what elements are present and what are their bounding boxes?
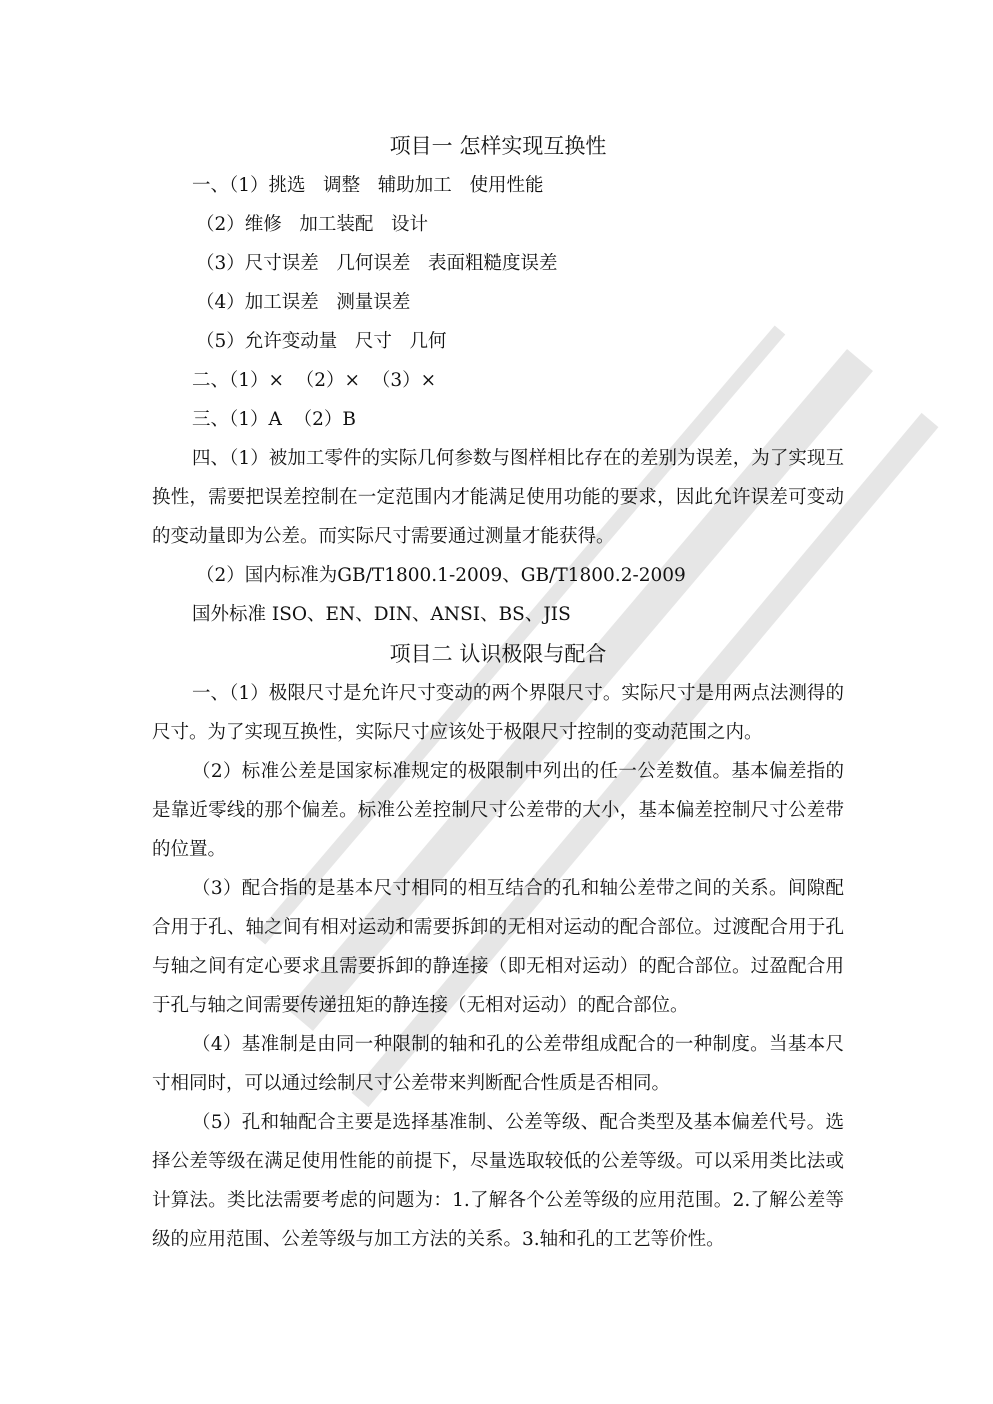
document-content: [152, 126, 844, 1259]
answer-4-paragraph-3: 国外标准 ISO、EN、DIN、ANSI、BS、JIS: [192, 604, 571, 625]
project2-paragraph-1: 一、（1）极限尺寸是允许尺寸变动的两个界限尺寸。实际尺寸是用两点法测得的尺寸。为了实现互换性，实际尺寸应该处于极限尺寸控制的变动范围之内。: [152, 683, 844, 743]
answer-1-line-2: （2）维修 加工装配 设计: [196, 214, 429, 235]
answer-3: 三、（1）A （2）B: [192, 409, 357, 430]
answer-1-line-4: （4）加工误差 测量误差: [196, 292, 411, 313]
project1-title: 项目一 怎样实现互换性: [389, 134, 607, 158]
project2-title: 项目二 认识极限与配合: [389, 642, 607, 666]
answer-1-line-5: （5）允许变动量 尺寸 几何: [196, 331, 447, 352]
answer-2: 二、（1）× （2）× （3）×: [192, 370, 437, 391]
project2-paragraph-4: （4）基准制是由同一种限制的轴和孔的公差带组成配合的一种制度。当基本尺寸相同时，可以通过绘制尺寸公差带来判断配合性质是否相同。: [152, 1034, 844, 1094]
project2-paragraph-3: （3）配合指的是基本尺寸相同的相互结合的孔和轴公差带之间的关系。间隙配合用于孔、轴之间有相对运动和需要拆卸的无相对运动的配合部位。过渡配合用于孔与轴之间有定心要求且需要拆卸的静连接（即无相对运动）的配合部位。过盈配合用于孔与轴之间需要传递扭矩的静连接（无相对运动）的配合部位。: [152, 878, 844, 1016]
project2-paragraph-2: （2）标准公差是国家标准规定的极限制中列出的任一公差数值。基本偏差指的是靠近零线的那个偏差。标准公差控制尺寸公差带的大小，基本偏差控制尺寸公差带的位置。: [152, 761, 844, 860]
answer-4-paragraph-1: 四、（1）被加工零件的实际几何参数与图样相比存在的差别为误差，为了实现互换性，需要把误差控制在一定范围内才能满足使用功能的要求，因此允许误差可变动的变动量即为公差。而实际尺寸需要通过测量才能获得。: [152, 448, 844, 547]
answer-4-paragraph-2: （2）国内标准为GB/T1800.1-2009、GB/T1800.2-2009: [196, 565, 686, 586]
answer-1-line-1: 一、（1）挑选 调整 辅助加工 使用性能: [192, 175, 544, 196]
project2-paragraph-5: （5）孔和轴配合主要是选择基准制、公差等级、配合类型及基本偏差代号。选择公差等级在满足使用性能的前提下，尽量选取较低的公差等级。可以采用类比法或计算法。类比法需要考虑的问题为：1.了解各个公差等级的应用范围。2.了解公差等级的应用范围、公差等级与加工方法的关系。3.轴和孔的工艺等价性。: [152, 1112, 844, 1250]
answer-1-line-3: （3）尺寸误差 几何误差 表面粗糙度误差: [196, 253, 558, 274]
